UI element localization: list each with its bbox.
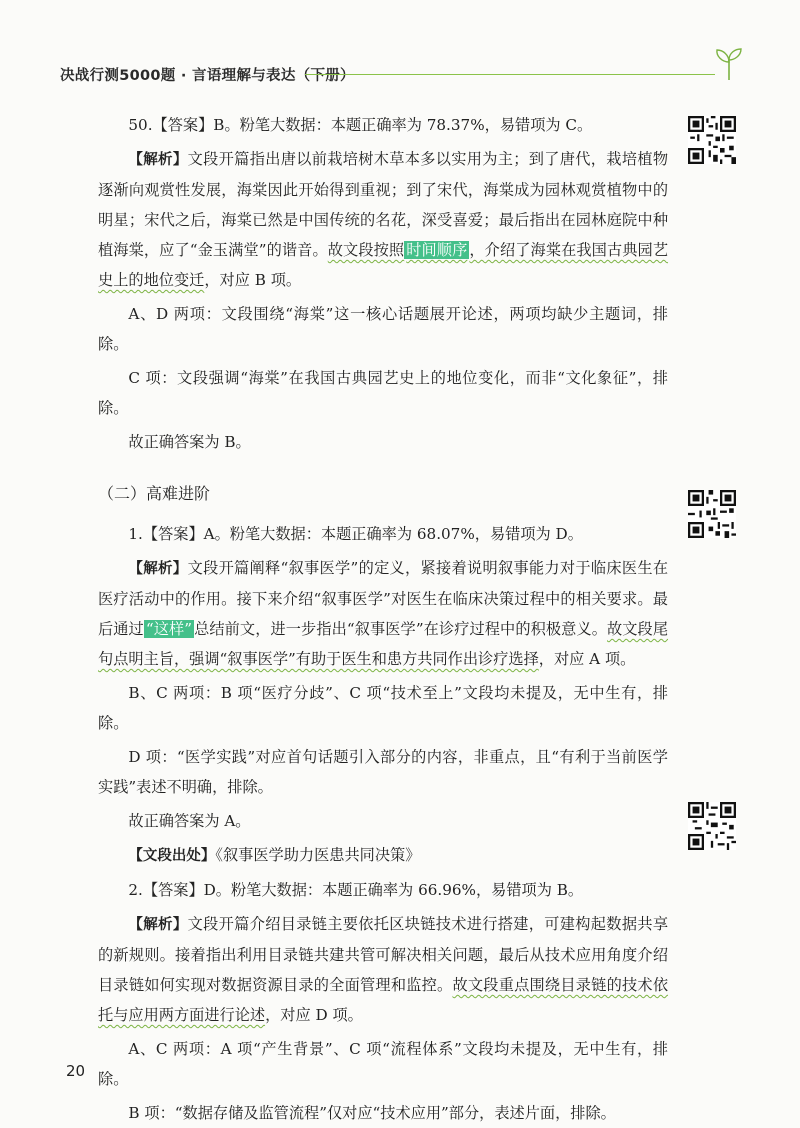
section-heading: （二）高难进阶 [98,484,211,503]
option-analysis: A、C 两项：A 项“产生背景”、C 项“流程体系”文段均未提及，无中生有，排除。 [98,1040,668,1088]
option-analysis: A、D 两项：文段围绕“海棠”这一核心话题展开论述，两项均缺少主题词，排除。 [98,305,668,353]
analysis-tag: 【解析】 [128,917,188,933]
analysis-text: 文段开篇指出唐以前栽培树木草本多以实用为主；到了唐代，栽培植物逐渐向观赏性发展，海棠因此开始得到重视；到了宋代，海棠成为园林观赏植物中的明星；宋代之后，海棠已然是中国传统的名花，深受喜爱；最后指出在园林庭院中种植海棠，应了“金玉满堂”的谐音。 [98,150,669,259]
q1-analysis: 【解析】文段开篇阐释“叙事医学”的定义，紧接着说明叙事能力对于临床医生在医疗活动中的作用。接下来介绍“叙事医学”对医生在临床决策过程中的相关要求。最后通过 “这样” 总结前文，进一步指出“叙事医学”在诊疗过程中的积极意义。故文段尾句点明主旨，强调“叙事医学”有助于医生和患方共同作出诊疗选择，对应 A 项。 [98,559,669,668]
key-sentence: 故文段重点围绕目录链的技术依托与应用两方面进行论述 [98,976,669,1024]
option-analysis: B、C 两项：B 项“医疗分歧”、C 项“技术至上”文段均未提及，无中生有，排除。 [98,684,668,732]
page-number: 20 [66,1062,86,1080]
highlight-keyword: 时间顺序 [406,241,468,259]
q2-answer-line: 2.【答案】D。粉笔大数据：本题正确率为 66.96%，易错项为 B。 [128,881,584,899]
q1-answer-line: 1.【答案】A。粉笔大数据：本题正确率为 68.07%，易错项为 D。 [128,525,583,543]
key-sentence: 故文段按照 时间顺序 ，介绍了海棠在我国古典园艺史上的地位变迁 [98,241,669,289]
key-sentence: 故文段尾句点明主旨，强调“叙事医学”有助于医生和患方共同作出诊疗选择 [98,620,669,668]
analysis-tag: 【解析】 [128,561,188,577]
conclusion: 故正确答案为 B。 [128,433,251,451]
book-title: 决战行测5000题 · 言语理解与表达（下册） [60,68,355,84]
source-line [98,840,668,871]
q50-analysis: 【解析】文段开篇指出唐以前栽培树木草本多以实用为主；到了唐代，栽培植物逐渐向观赏性发展，海棠因此开始得到重视；到了宋代，海棠成为园林观赏植物中的明星；宋代之后，海棠已然是中国传统的名花，深受喜爱；最后指出在园林庭院中种植海棠，应了“金玉满堂”的谐音。故文段按照 时间顺序 ，介绍了海棠在我国古典园艺史上的地位变迁，对应 B 项。 [98,150,669,289]
page-body [98,110,668,1128]
qr-code-icon[interactable] [688,802,736,850]
running-header [60,58,720,88]
source-title: 《叙事医学助力医患共同决策》 [215,846,421,864]
q50-answer-line: 50.【答案】B。粉笔大数据：本题正确率为 78.37%，易错项为 C。 [128,116,593,134]
option-analysis: B 项：“数据存储及监管流程”仅对应“技术应用”部分，表述片面，排除。 [128,1104,616,1122]
header-rule [305,74,715,75]
conclusion: 故正确答案为 A。 [128,812,251,830]
highlight-keyword: “这样” [145,620,193,638]
option-analysis: C 项：文段强调“海棠”在我国古典园艺史上的地位变化，而非“文化象征”，排除。 [98,369,668,417]
sprout-icon [712,46,746,82]
q2-analysis: 【解析】文段开篇介绍目录链主要依托区块链技术进行搭建，可建构起数据共享的新规则。接着指出利用目录链共建共管可解决相关问题，最后从技术应用角度介绍目录链如何实现对数据资源目录的全面管理和监控。故文段重点围绕目录链的技术依托与应用两方面进行论述，对应 D 项。 [98,915,669,1024]
qr-code-icon[interactable] [688,490,736,538]
qr-code-icon[interactable] [688,116,736,164]
source-tag: 【文段出处】 [128,848,216,864]
option-analysis: D 项：“医学实践”对应首句话题引入部分的内容，非重点，且“有利于当前医学实践”表述不明确，排除。 [98,748,668,796]
analysis-tag: 【解析】 [128,152,188,168]
